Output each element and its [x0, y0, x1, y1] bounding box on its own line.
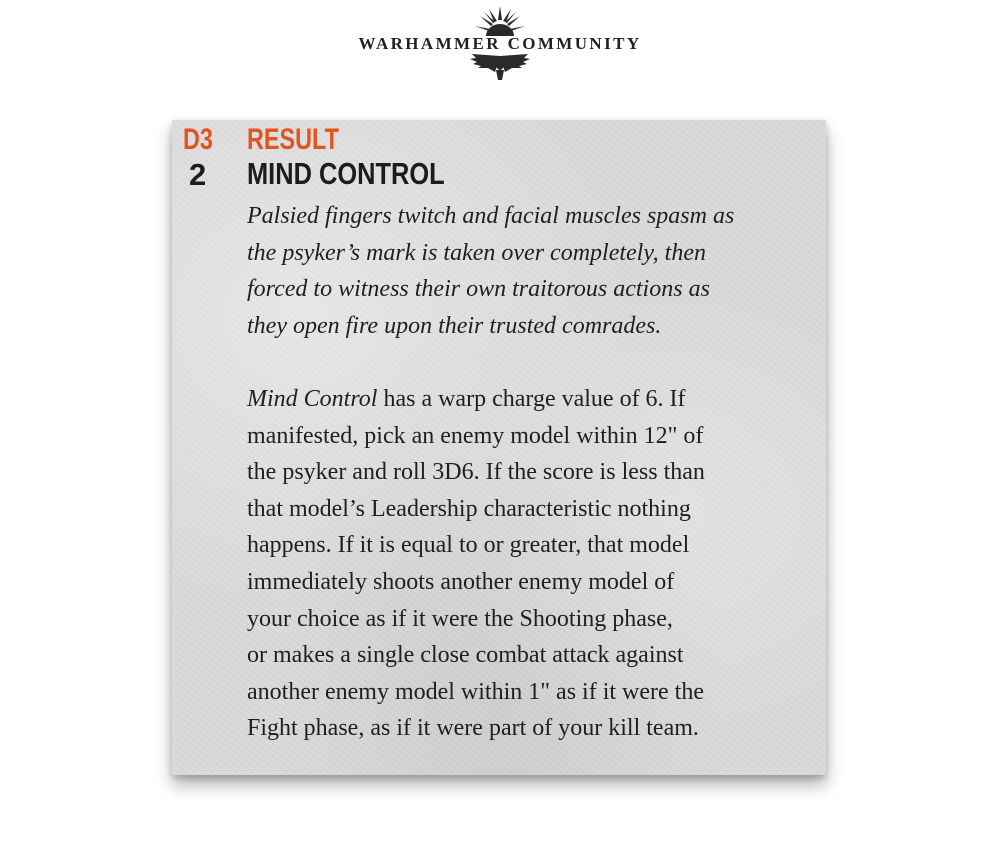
aquila-eagle-icon: [468, 50, 532, 82]
rules-text: [247, 381, 822, 747]
psychic-power-table: [172, 120, 826, 775]
rules-line: your choice as if it were the Shooting phase,: [247, 605, 673, 632]
result-column-header: RESULT: [247, 123, 339, 156]
site-logo-text[interactable]: WARHAMMER COMMUNITY: [358, 34, 642, 53]
sunburst-icon: [472, 6, 528, 36]
rules-line: happens. If it is equal to or greater, that model: [247, 532, 690, 559]
flavor-line: Palsied fingers twitch and facial muscles spasm as: [247, 203, 735, 229]
flavor-line: they open fire upon their trusted comrades.: [247, 312, 662, 339]
rules-line: or makes a single close combat attack against: [247, 642, 684, 669]
flavor-line: the psyker’s mark is taken over completely, then: [247, 239, 706, 266]
flavor-text: [247, 198, 822, 344]
roll-value: 2: [189, 157, 207, 192]
dice-column-header: D3: [183, 123, 213, 156]
rules-line: the psyker and roll 3D6. If the score is less than: [247, 459, 705, 486]
paragraph-spacer: [247, 344, 822, 381]
rules-line: manifested, pick an enemy model within 12" of: [247, 422, 704, 449]
power-name: Mind Control: [247, 385, 378, 412]
rules-line: another enemy model within 1" as if it were the: [247, 678, 704, 705]
rules-line: Fight phase, as if it were part of your kill team.: [247, 715, 699, 742]
rules-line: that model’s Leadership characteristic nothing: [247, 495, 691, 522]
rules-line: [247, 381, 822, 418]
result-description: [247, 198, 822, 747]
site-header: [0, 0, 1000, 100]
rules-line: immediately shoots another enemy model of: [247, 568, 675, 595]
flavor-line: forced to witness their own traitorous actions as: [247, 276, 710, 303]
result-title: MIND CONTROL: [247, 156, 445, 191]
rules-line-rest: has a warp charge value of 6. If: [377, 385, 686, 412]
